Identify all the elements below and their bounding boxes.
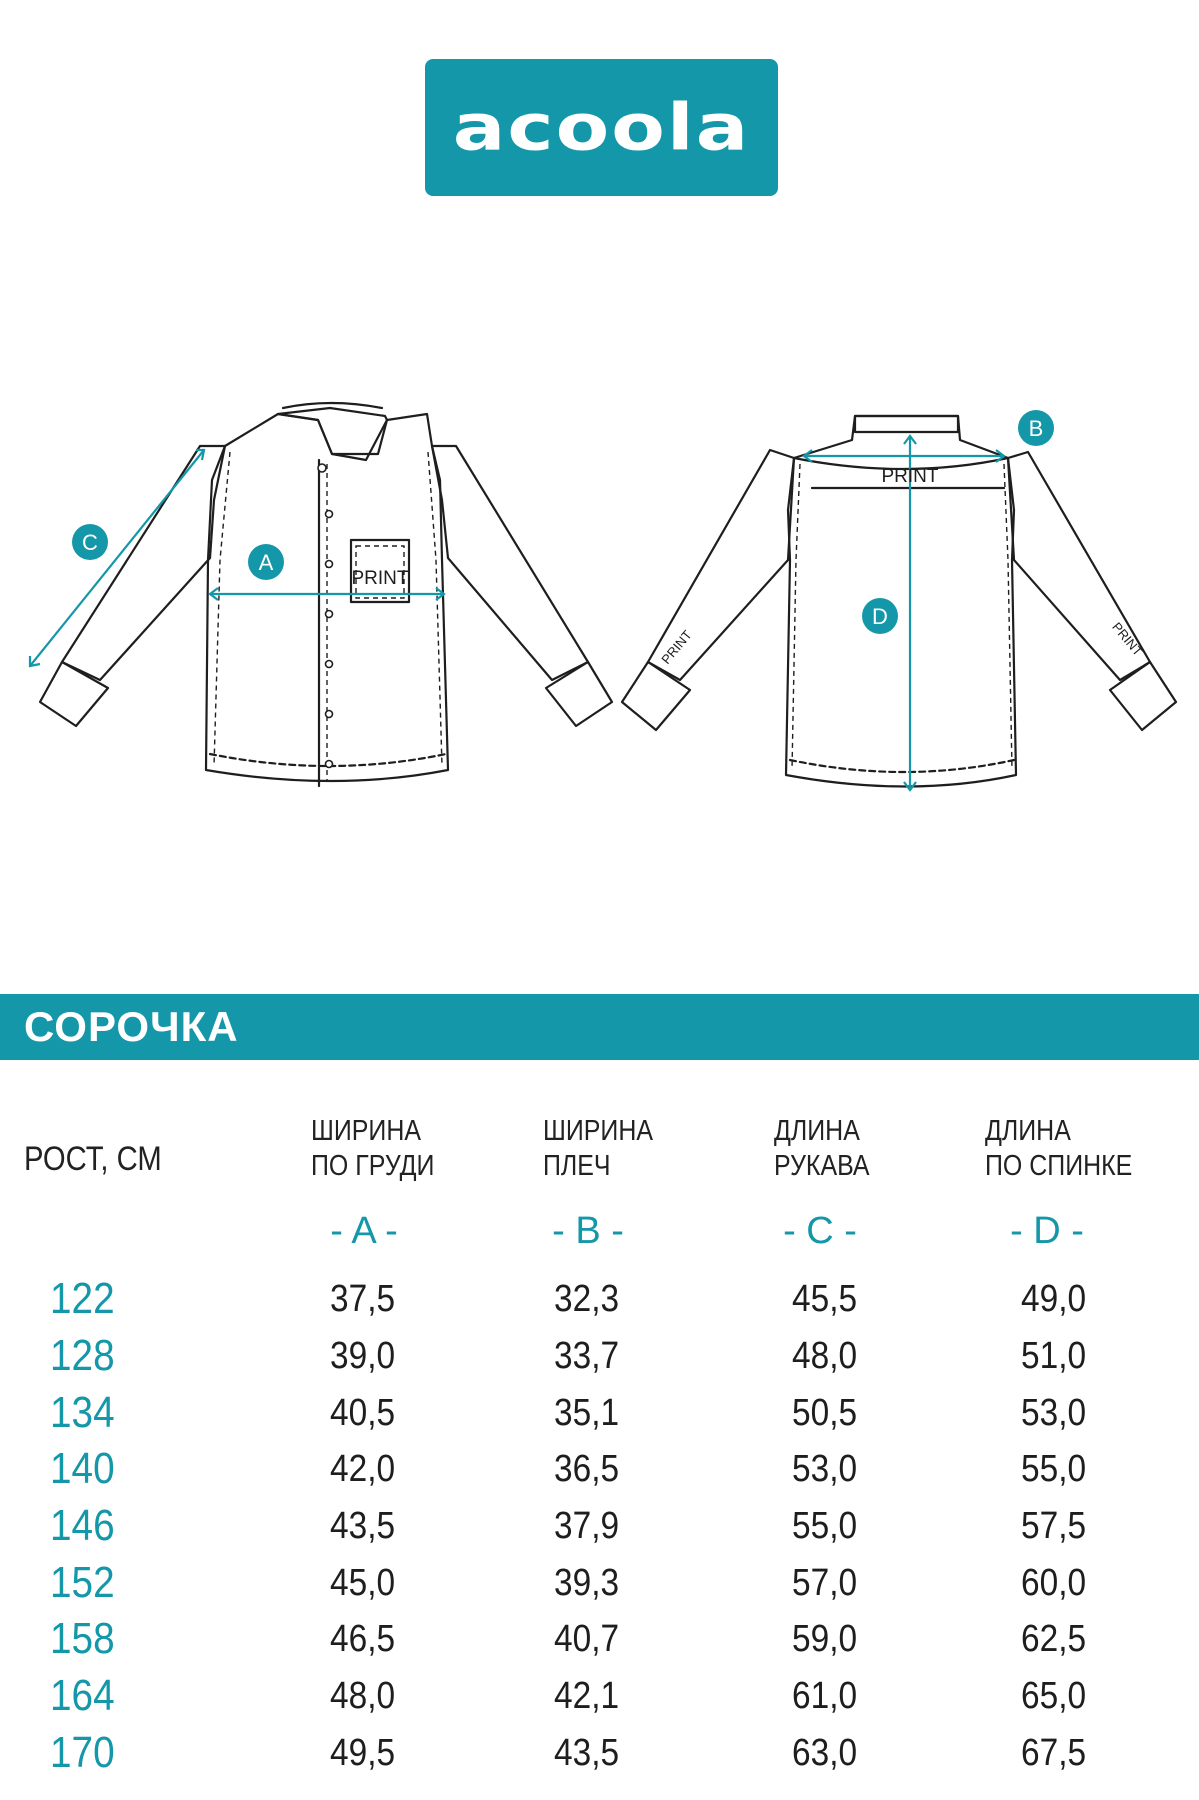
col-b-header [543,1114,653,1184]
back-length-cell: 55,0 [1021,1448,1087,1490]
sleeve-print-left: PRINT [658,627,695,667]
shirt-technical-drawing [0,380,1199,820]
shoulder-cell: 39,3 [554,1562,620,1604]
sleeve-cell: 57,0 [792,1562,858,1604]
back-length-cell: 57,5 [1021,1505,1087,1547]
height-cell: 170 [50,1728,115,1777]
sleeve-cell: 55,0 [792,1505,858,1547]
height-header: РОСТ, СМ [24,1140,162,1178]
height-cell: 122 [50,1274,115,1323]
shoulder-cell: 42,1 [554,1675,620,1717]
chest-cell: 49,5 [330,1732,396,1774]
section-banner [0,994,1199,1060]
front-print-label: PRINT [351,568,409,589]
back-length-cell: 62,5 [1021,1618,1087,1660]
back-print-label: PRINT [881,466,939,487]
height-cell: 158 [50,1614,115,1663]
sleeve-cell: 63,0 [792,1732,858,1774]
shoulder-cell: 43,5 [554,1732,620,1774]
col-a-line1: ШИРИНА [311,1115,421,1147]
table-row [0,1611,1199,1667]
back-length-cell: 60,0 [1021,1562,1087,1604]
shoulder-cell: 37,9 [554,1505,620,1547]
chest-cell: 48,0 [330,1675,396,1717]
shoulder-cell: 40,7 [554,1618,620,1660]
marker-a: A [258,550,274,575]
back-length-cell: 67,5 [1021,1732,1087,1774]
height-cell: 152 [50,1558,115,1607]
chest-cell: 39,0 [330,1335,396,1377]
sleeve-cell: 50,5 [792,1392,858,1434]
col-d-line2: ПО СПИНКЕ [985,1150,1133,1182]
chest-cell: 37,5 [330,1278,396,1320]
sleeve-cell: 59,0 [792,1618,858,1660]
back-length-cell: 49,0 [1021,1278,1087,1320]
brand-logo [425,59,778,196]
marker-d: D [872,604,888,629]
section-title: СОРОЧКА [24,1003,239,1050]
table-row [0,1328,1199,1384]
chest-cell: 43,5 [330,1505,396,1547]
chest-cell: 42,0 [330,1448,396,1490]
col-d-letter: - D - [1010,1210,1084,1252]
table-row [0,1725,1199,1781]
col-c-header [774,1114,870,1184]
col-c-line2: РУКАВА [774,1150,870,1182]
table-row [0,1668,1199,1724]
col-d-line1: ДЛИНА [985,1115,1071,1147]
sleeve-cell: 61,0 [792,1675,858,1717]
back-length-cell: 65,0 [1021,1675,1087,1717]
col-b-line2: ПЛЕЧ [543,1150,611,1182]
height-cell: 164 [50,1671,115,1720]
marker-c: C [82,530,98,555]
sleeve-print-right: PRINT [1109,619,1146,659]
button-row [318,464,333,768]
chest-cell: 46,5 [330,1618,396,1660]
table-row [0,1555,1199,1611]
shoulder-cell: 36,5 [554,1448,620,1490]
col-d-header [985,1114,1132,1184]
col-c-line1: ДЛИНА [774,1115,860,1147]
height-cell: 146 [50,1501,115,1550]
sleeve-cell: 48,0 [792,1335,858,1377]
height-cell: 134 [50,1388,115,1437]
back-length-cell: 53,0 [1021,1392,1087,1434]
marker-b: B [1028,416,1044,441]
table-row [0,1385,1199,1441]
chest-cell: 45,0 [330,1562,396,1604]
chest-cell: 40,5 [330,1392,396,1434]
col-a-line2: ПО ГРУДИ [311,1150,435,1182]
table-row [0,1441,1199,1497]
table-row [0,1271,1199,1327]
logo-text: acoola [452,90,751,165]
measurement-lines [30,436,1004,790]
shoulder-cell: 32,3 [554,1278,620,1320]
col-a-letter: - A - [330,1210,398,1252]
col-a-header [311,1114,434,1184]
col-b-line1: ШИРИНА [543,1115,653,1147]
col-c-letter: - C - [783,1210,857,1252]
height-cell: 140 [50,1444,115,1493]
sleeve-cell: 53,0 [792,1448,858,1490]
back-length-cell: 51,0 [1021,1335,1087,1377]
shoulder-cell: 33,7 [554,1335,620,1377]
col-b-letter: - B - [552,1210,624,1252]
table-row [0,1498,1199,1554]
shoulder-cell: 35,1 [554,1392,620,1434]
sleeve-cell: 45,5 [792,1278,858,1320]
height-cell: 128 [50,1331,115,1380]
